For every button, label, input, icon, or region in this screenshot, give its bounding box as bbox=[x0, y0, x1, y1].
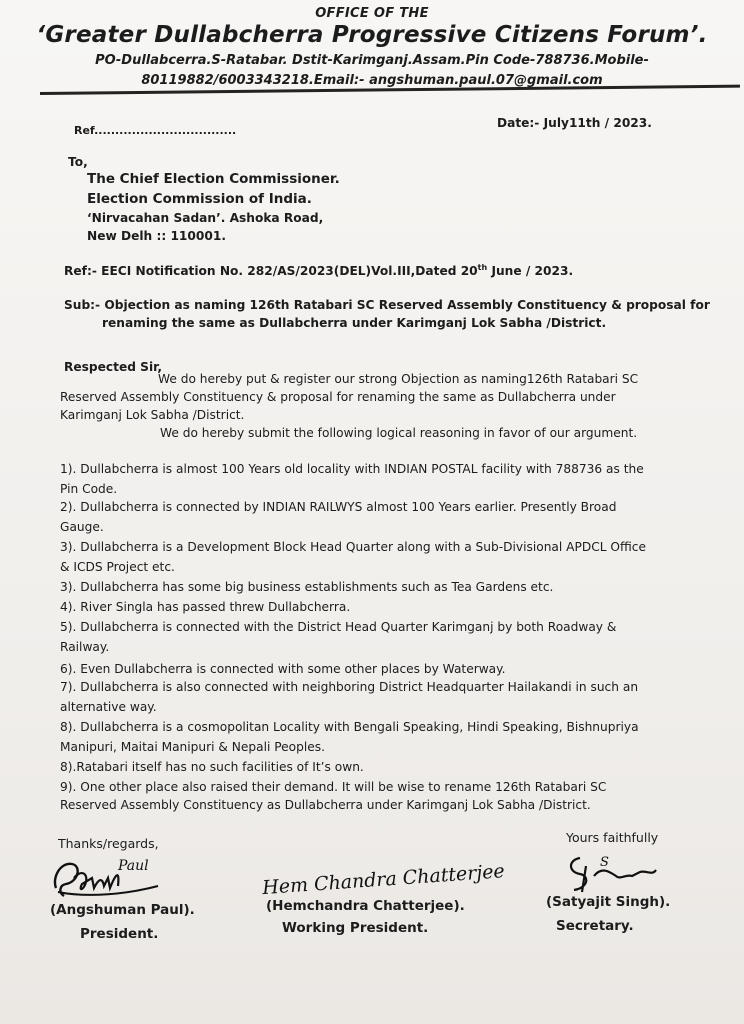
address-line-2: 80119882/6003343218.Email:- angshuman.paul.07@gmail.com bbox=[141, 73, 603, 88]
signature-singh bbox=[560, 846, 670, 896]
para2: We do hereby submit the following logical reasoning in favor of our argument. bbox=[160, 426, 638, 440]
address-line-1: PO-Dullabcerra.S-Ratabar. Dstit-Karimganj.Assam.Pin Code-788736.Mobile- bbox=[95, 53, 649, 68]
para1-line-3: Karimganj Lok Sabha /District. bbox=[60, 408, 245, 422]
salutation: Respected Sir, bbox=[64, 360, 162, 374]
list-item: 1). Dullabcherra is almost 100 Years old locality with INDIAN POSTAL facility with 788736 as the bbox=[60, 462, 644, 476]
reference-line: Ref:- EECI Notification No. 282/AS/2023(DEL)Vol.III,Dated 20th June / 2023. bbox=[64, 263, 574, 279]
svg-text:S: S bbox=[600, 855, 609, 870]
list-item: & ICDS Project etc. bbox=[60, 560, 175, 574]
office-of-label: OFFICE OF THE bbox=[315, 6, 429, 21]
addressee-line-4: New Delh :: 110001. bbox=[87, 229, 226, 243]
signature-paul bbox=[48, 848, 168, 904]
yours-faithfully: Yours faithfully bbox=[566, 830, 659, 845]
list-item: Reserved Assembly Constituency as Dullabcherra under Karimganj Lok Sabha /District. bbox=[60, 798, 591, 812]
addressee-line-2: Election Commission of India. bbox=[87, 191, 312, 207]
thanks-regards: Thanks/regards, bbox=[58, 836, 159, 851]
list-item: 5). Dullabcherra is connected with the District Head Quarter Karimganj by both Roadway & bbox=[60, 620, 617, 634]
signatory-title-3: Secretary. bbox=[556, 918, 634, 934]
signatory-name-2: (Hemchandra Chatterjee). bbox=[266, 898, 465, 914]
para1-line-1: We do hereby put & register our strong Objection as naming126th Ratabari SC bbox=[158, 372, 639, 386]
date: Date:- July11th / 2023. bbox=[497, 116, 652, 130]
svg-text:Hem Chandra Chatterjee: Hem Chandra Chatterjee bbox=[261, 860, 506, 900]
signatory-name-1: (Angshuman Paul). bbox=[50, 902, 195, 918]
list-item: 3). Dullabcherra has some big business establishments such as Tea Gardens etc. bbox=[60, 580, 554, 594]
signatory-title-1: President. bbox=[80, 926, 159, 942]
list-item: 6). Even Dullabcherra is connected with some other places by Waterway. bbox=[60, 662, 506, 676]
list-item: Pin Code. bbox=[60, 482, 118, 496]
list-item: 8).Ratabari itself has no such facilities of It’s own. bbox=[60, 760, 364, 774]
list-item: Gauge. bbox=[60, 520, 104, 534]
subject-line-2: renaming the same as Dullabcherra under Karimganj Lok Sabha /District. bbox=[102, 316, 607, 330]
list-item: Railway. bbox=[60, 640, 110, 654]
addressee-line-1: The Chief Election Commissioner. bbox=[87, 171, 340, 187]
list-item: 2). Dullabcherra is connected by INDIAN RAILWYS almost 100 Years earlier. Presently Broad bbox=[60, 500, 617, 514]
signatory-name-3: (Satyajit Singh). bbox=[546, 894, 671, 910]
addressee-line-3: ‘Nirvacahan Sadan’. Ashoka Road, bbox=[87, 211, 324, 225]
organization-name: ‘Greater Dullabcherra Progressive Citizens Forum’. bbox=[36, 22, 708, 48]
signature-chatterjee bbox=[258, 856, 508, 904]
list-item: 3). Dullabcherra is a Development Block Head Quarter along with a Sub-Divisional APDCL Office bbox=[60, 540, 646, 554]
para1-line-2: Reserved Assembly Constituency & proposal for renaming the same as Dullabcherra under bbox=[60, 390, 616, 404]
svg-text:Paul: Paul bbox=[118, 858, 149, 874]
list-item: 8). Dullabcherra is a cosmopolitan Locality with Bengali Speaking, Hindi Speaking, Bishnupriya bbox=[60, 720, 639, 734]
list-item: Manipuri, Maitai Manipuri & Nepali Peoples. bbox=[60, 740, 325, 754]
list-item: 4). River Singla has passed threw Dullabcherra. bbox=[60, 600, 351, 614]
subject-line-1: Sub:- Objection as naming 126th Ratabari SC Reserved Assembly Constituency & proposal for bbox=[64, 298, 710, 312]
list-item: alternative way. bbox=[60, 700, 157, 714]
signatory-title-2: Working President. bbox=[282, 920, 429, 936]
list-item: 9). One other place also raised their demand. It will be wise to rename 126th Ratabari SC bbox=[60, 780, 607, 794]
to-label: To, bbox=[68, 155, 88, 169]
ref-field: Ref.................................. bbox=[74, 124, 237, 137]
list-item: 7). Dullabcherra is also connected with neighboring District Headquarter Hailakandi in such an bbox=[60, 680, 639, 694]
